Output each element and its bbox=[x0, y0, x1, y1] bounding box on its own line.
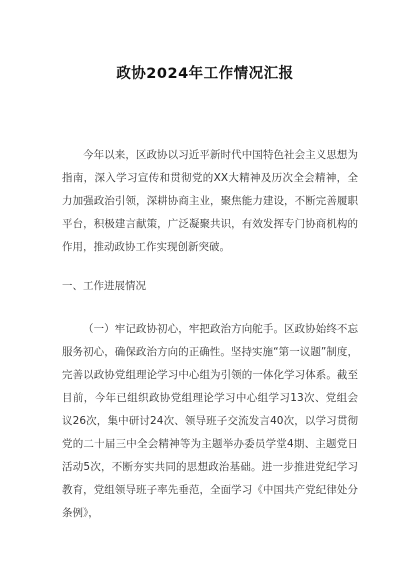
document-title: 政协2024年工作情况汇报 bbox=[116, 66, 294, 82]
intro-paragraph: 今年以来，区政协以习近平新时代中国特色社会主义思想为指南，深入学习宣传和贯彻党的XX大精神及历次全会精神，全力加强政治引领，深耕协商主业，聚焦能力建设，不断完善履职平台，积极建言献策，广泛凝聚共识，有效发挥专门协商机构的作用，推动政协工作实现创新突破。 bbox=[62, 149, 358, 253]
section-heading: 一、工作进展情况 bbox=[62, 280, 146, 292]
section-paragraph: （一）牢记政协初心，牢把政治方向舵手。区政协始终不忘服务初心，确保政治方向的正确性。坚持实施“第一议题”制度，完善以政协党组理论学习中心组为引领的一体化学习体系。截至目前，今年已组织政协党组理论学习中心组学习13次、党组会议26次，集中研讨24次、领导班子交流发言40次，以学习贯彻党的二十届三中全会精神等为主题举办委员学堂4期、主题党日活动5次，不断夯实共同的思想政治基础。进一步推进党纪学习教育，党组领导班子率先垂范，全面学习《中国共产党纪律处分条例》， bbox=[62, 323, 358, 519]
